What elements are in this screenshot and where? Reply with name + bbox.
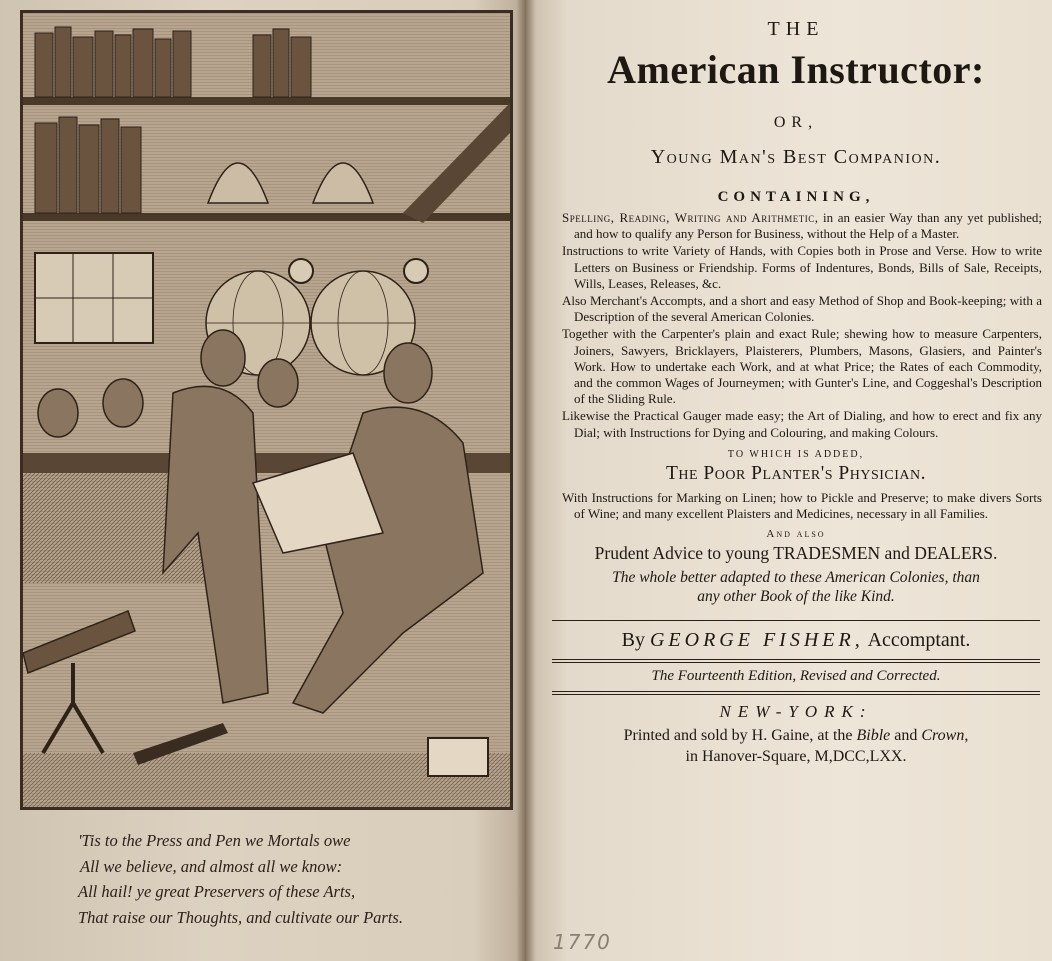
edition-line: The Fourteenth Edition, Revised and Corrected. <box>651 668 941 685</box>
advice-title: Prudent Advice to young TRADESMEN and DEALERS. <box>594 543 998 564</box>
title-page <box>548 14 1044 767</box>
bookshop-engraving-icon <box>23 13 510 807</box>
imprint-text: Printed and sold by H. Gaine, at the <box>623 727 853 745</box>
verse-line: 'Tis to the Press and Pen we Mortals owe <box>78 831 351 850</box>
author-line <box>548 621 1044 659</box>
imprint-city: NEW-YORK: <box>719 702 873 722</box>
containing-heading: CONTAINING, <box>717 189 875 205</box>
frontispiece-verse <box>78 828 498 930</box>
physician-title: The Poor Planter's Physician. <box>665 462 927 484</box>
whole-line: any other Book of the like Kind. <box>697 588 895 606</box>
imprint-line: in Hanover-Square, M,DCC,LXX. <box>685 748 907 766</box>
author-role: Accomptant. <box>867 629 971 652</box>
imprint-bible: Bible <box>856 727 891 745</box>
author-name: GEORGE FISHER, <box>649 629 864 652</box>
imprint-crown: Crown, <box>921 727 969 745</box>
pencil-date-note: 1770 <box>553 930 612 954</box>
and-also: And also <box>766 528 826 541</box>
imprint-line <box>548 725 1044 746</box>
contents-list <box>548 210 1044 441</box>
contents-paragraph: Together with the Carpenter's plain and exact Rule; shewing how to measure Carpenters, Joiners, Sawyers, Bricklayers, Plaisterers, Plumbers, Masons, Glasiers, and Painter's Work. How to undertake each Work, and at what Price; the Rates of each Commodity, and the common Wages of Journeymen; with Gunter's Line, and Coggeshal's Description of the Sliding Rule. <box>562 326 1042 407</box>
verse-line: All hail! ye great Preservers of these Arts, <box>78 882 356 901</box>
subtitle: Young Man's Best Companion. <box>650 146 942 168</box>
whole-better-note <box>548 568 1044 606</box>
title-or: OR, <box>773 114 819 131</box>
main-title: American Instructor: <box>607 47 985 92</box>
to-which-is-added: TO WHICH IS ADDED, <box>727 448 865 460</box>
frontispiece-engraving <box>20 10 513 810</box>
imprint-printer <box>548 725 1044 767</box>
author-by: By <box>621 629 645 652</box>
imprint-and: and <box>894 727 918 745</box>
title-the: THE <box>767 18 825 40</box>
contents-lead: Spelling, Reading, Writing and Arithmetic, <box>562 210 819 225</box>
physician-contents <box>548 486 1044 522</box>
contents-paragraph <box>562 210 1042 242</box>
physician-text: With Instructions for Marking on Linen; how to Pickle and Preserve; to make divers Sorts of Wine; and many excellent Plaisters and Medicines, necessary in all Families. <box>562 489 1042 522</box>
contents-paragraph: Instructions to write Variety of Hands, with Copies both in Prose and Verse. How to write Letters on Business or Friendship. Forms of Indentures, Bonds, Bills of Sale, Receipts, Wills, Leases, Releases, &c. <box>562 243 1042 291</box>
whole-line: The whole better adapted to these American Colonies, than <box>612 569 980 587</box>
contents-text: in an easier Way than any yet published; and how to qualify any Person for Business, without the Help of a Master. <box>574 210 1042 242</box>
verse-line: All we believe, and almost all we know: <box>80 856 343 876</box>
verse-line: That raise our Thoughts, and cultivate our Parts. <box>78 907 403 927</box>
rule-divider <box>552 691 1040 695</box>
contents-paragraph: Likewise the Practical Gauger made easy; the Art of Dialing, and how to erect and fix any Dial; with Instructions for Dying and Colouring, and making Colours. <box>562 408 1042 440</box>
contents-paragraph: Also Merchant's Accompts, and a short and easy Method of Shop and Book-keeping; with a Description of the several American Colonies. <box>562 293 1042 325</box>
